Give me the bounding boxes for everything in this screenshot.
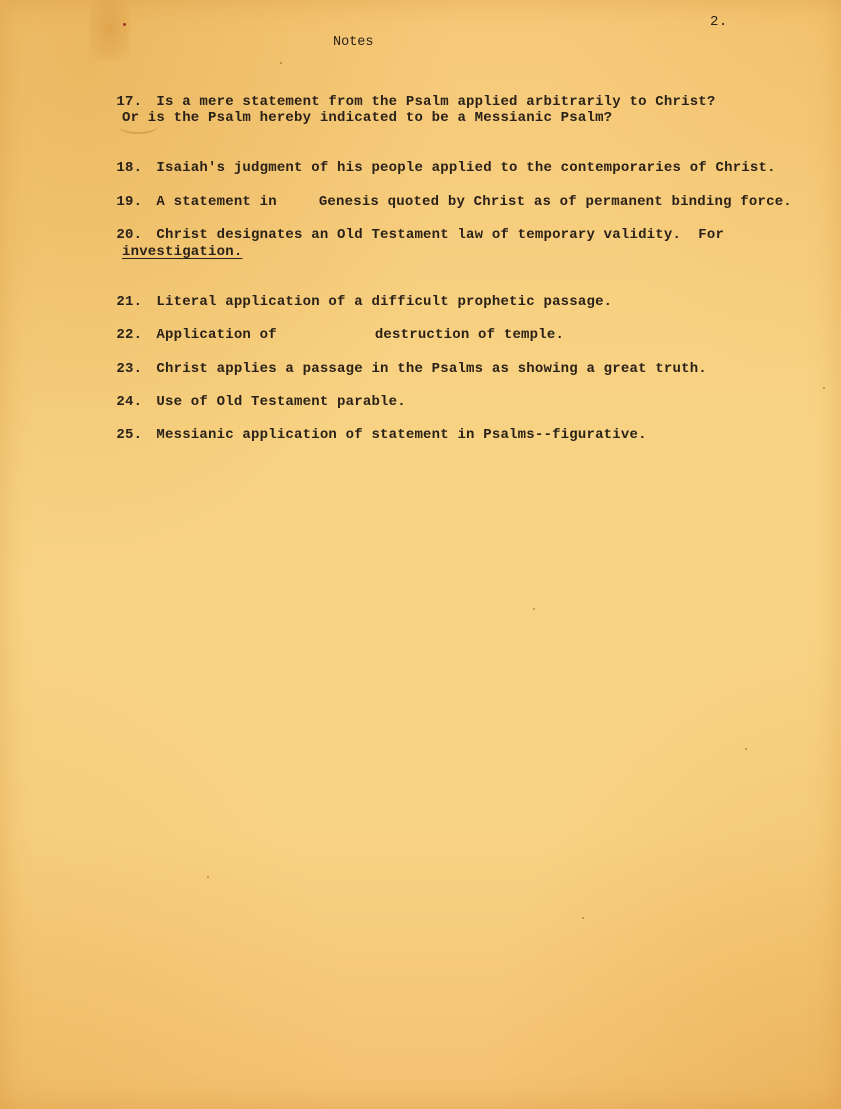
note-item-17-continuation: Or is the Psalm hereby indicated to be a Messianic Psalm? [122,110,613,126]
item-number: 25. [116,427,143,443]
item-text: Isaiah's judgment of his people applied to the contemporaries of Christ. [156,160,776,176]
paper-speck [745,748,747,750]
item-number: 23. [116,361,143,377]
item-text: Use of Old Testament parable. [156,394,406,410]
item-number: 22. [116,327,143,343]
paper-speck [280,62,282,64]
item-text-before-gap: A statement in [156,194,277,210]
item-text-before-gap: Application of [156,327,277,343]
paper-speck [533,608,535,610]
paper-speck [582,917,584,919]
item-text: Christ applies a passage in the Psalms as showing a great truth. [156,361,707,377]
item-text-after-gap: destruction of temple. [374,327,565,343]
item-number: 21. [116,294,143,310]
item-number: 24. [116,394,143,410]
paper-speck [207,876,209,878]
item-text-after-gap: Genesis quoted by Christ as of permanent binding force. [318,194,792,210]
note-item-25 [82,411,647,459]
item-text: Messianic application of statement in Psalms--figurative. [156,427,647,443]
note-item-20-continuation: investigation. [122,244,243,260]
ink-mark [123,23,126,26]
paper-stain [90,0,130,60]
item-number: 17. [116,94,143,110]
page-number: 2. [710,14,728,30]
item-text: Christ designates an Old Testament law of temporary validity. For [156,227,725,243]
item-text: Literal application of a difficult prophetic passage. [156,294,613,310]
item-number: 20. [116,227,143,243]
item-number: 18. [116,160,143,176]
page-title: Notes [333,35,374,50]
paper-speck [823,387,825,389]
item-text: Is a mere statement from the Psalm applied arbitrarily to Christ? [156,94,716,110]
item-number: 19. [116,194,143,210]
